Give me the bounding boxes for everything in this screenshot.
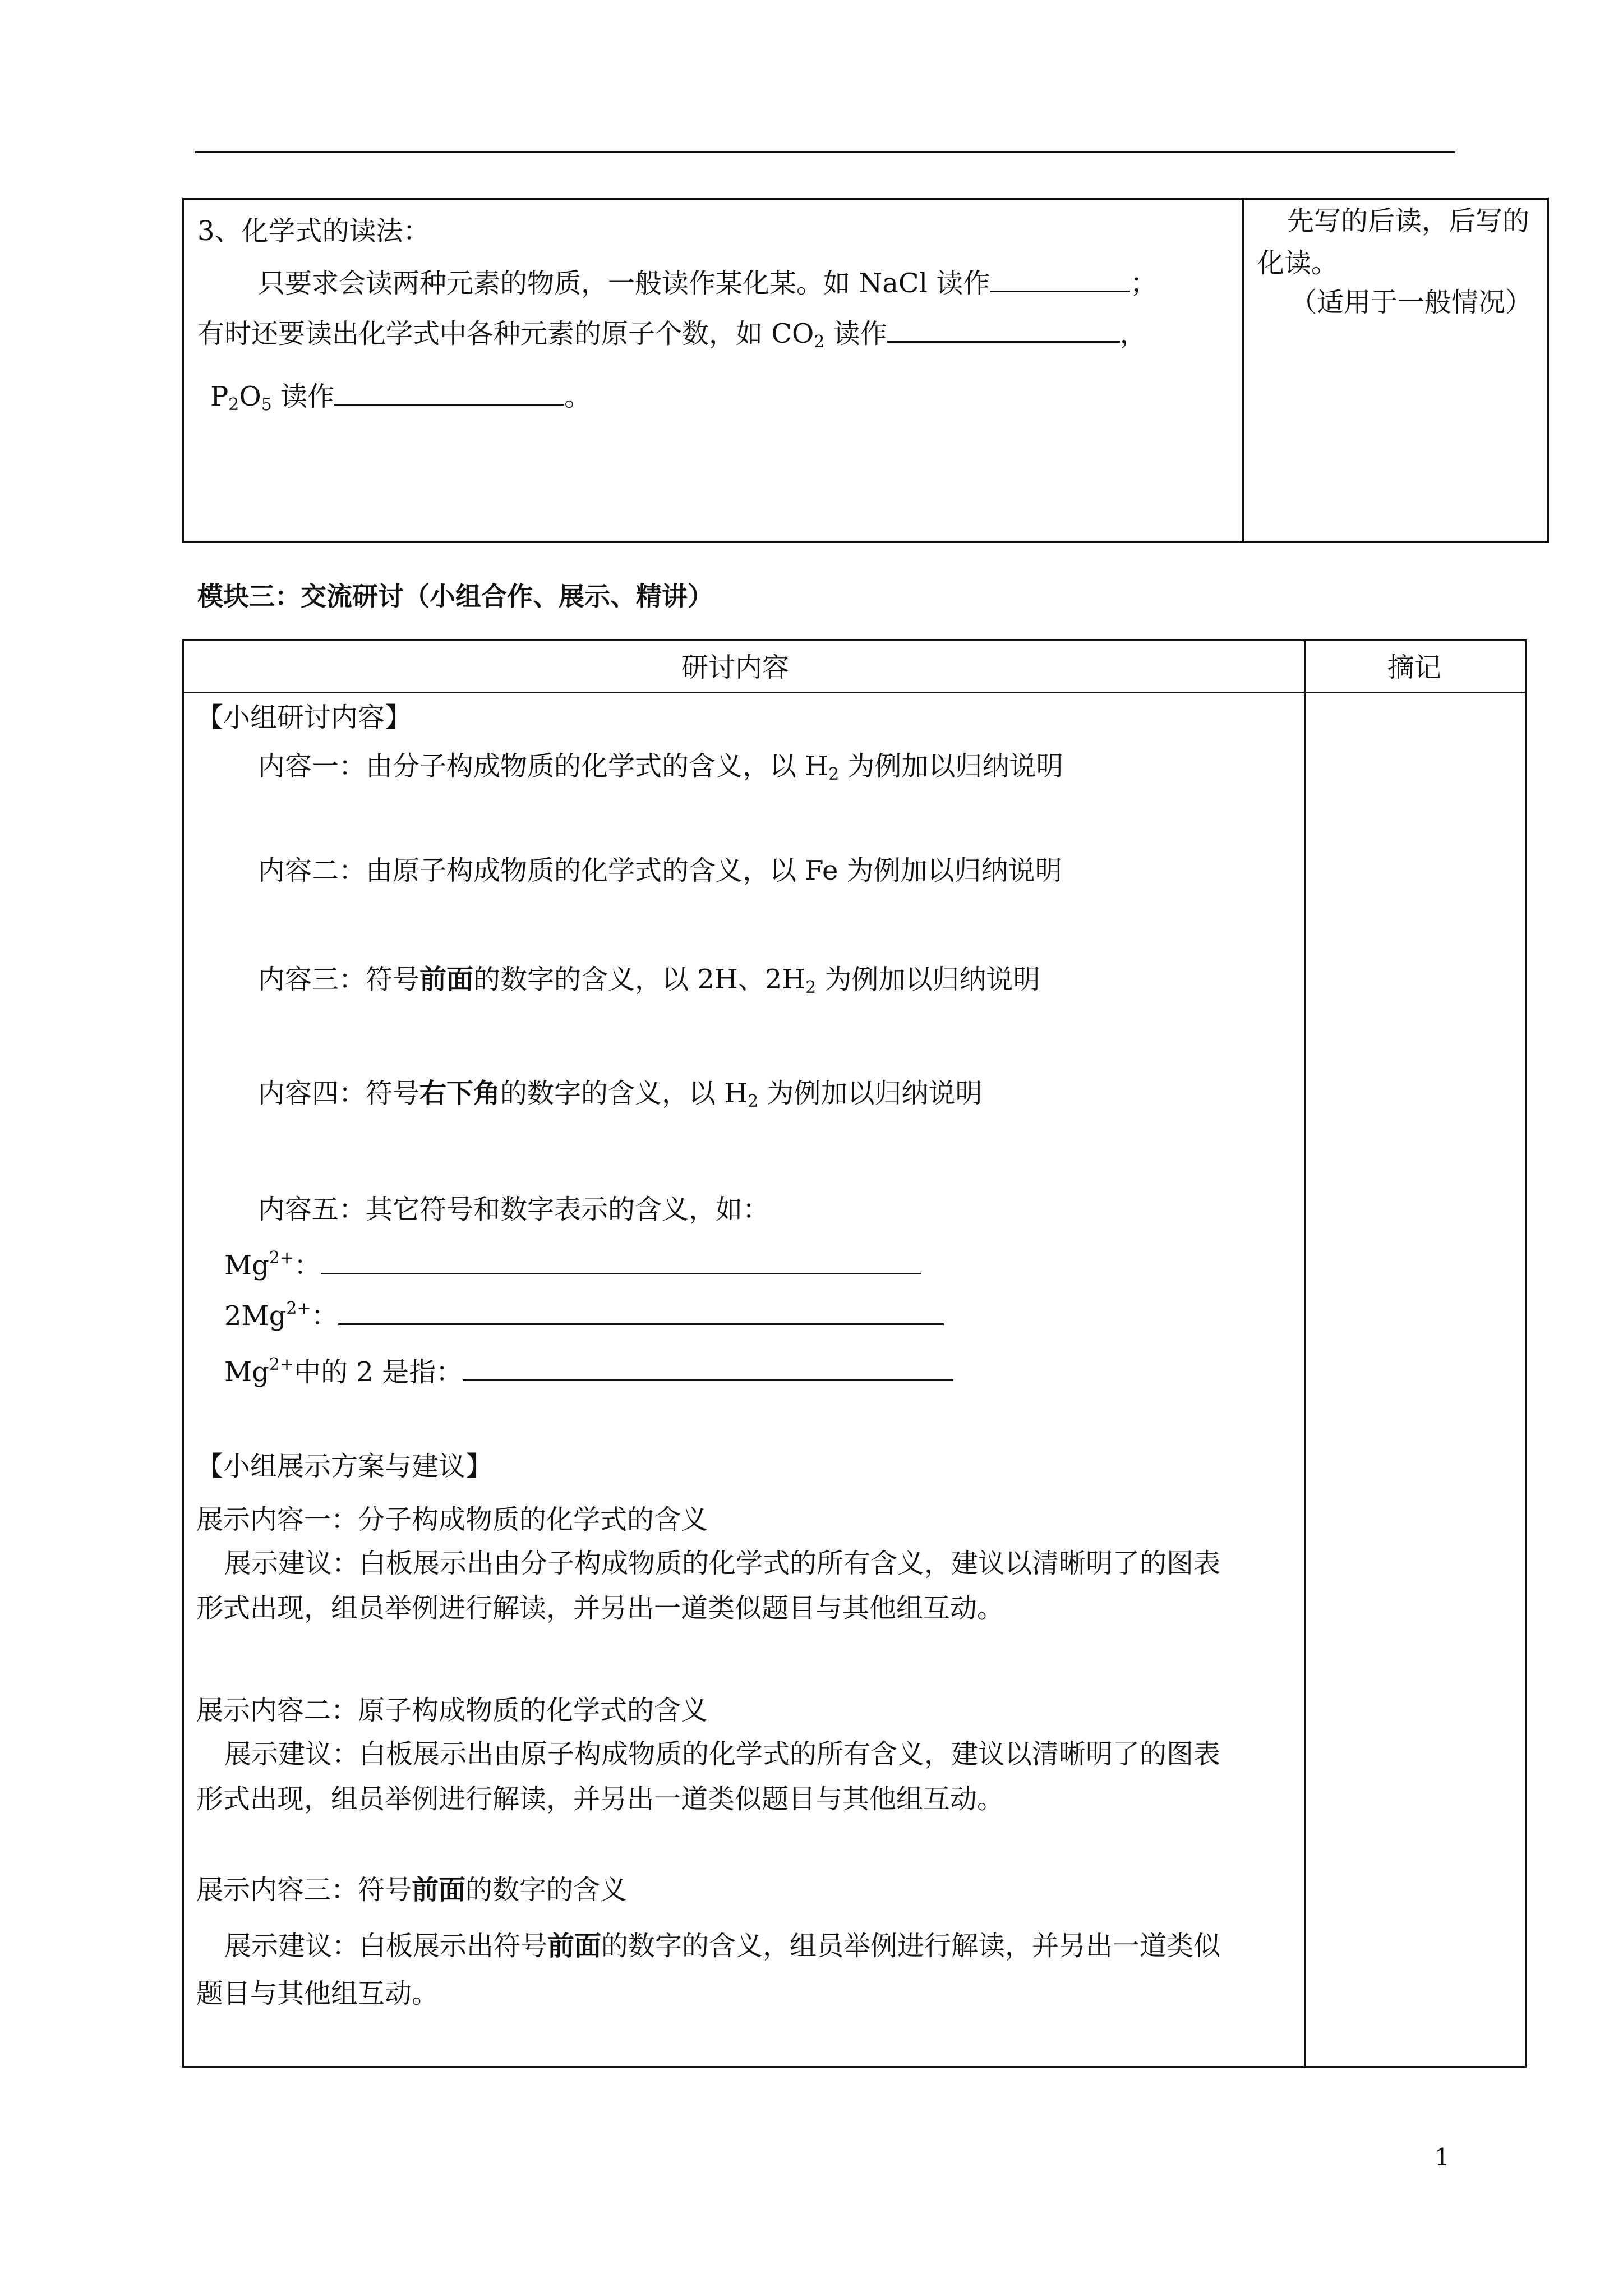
show-3-title: 展示内容三：符号前面的数字的含义 [196,1874,628,1906]
discussion-table-divider [1304,639,1306,2068]
mg-charge-blank[interactable] [463,1357,953,1381]
show-2-line-1: 展示建议：白板展示出由原子构成物质的化学式的所有含义，建议以清晰明了的图表 [224,1738,1221,1770]
reading-line-3: $P_2O_5$ 读作 。 [210,381,592,415]
reading-line-2: 有时还要读出化学式中各种元素的原子个数，如 $CO_2$ 读作 ， [197,318,1147,352]
show-1-line-2: 形式出现，组员举例进行解读，并另出一道类似题目与其他组互动。 [196,1593,1004,1624]
header-rule [195,151,1455,153]
mg-ion-row: $Mg^{2+}$： [224,1250,921,1279]
group-discussion-title: 【小组研讨内容】 [196,702,412,733]
mg-charge-row: $Mg^{2+}$中的 2 是指： [224,1356,953,1386]
mg-ion-blank[interactable] [321,1250,921,1274]
content-item-2: 内容二：由原子构成物质的化学式的含义，以 Fe 为例加以归纳说明 [258,855,1062,886]
content-item-4: 内容四：符号右下角的数字的含义，以 $H_2$ 为例加以归纳说明 [258,1078,983,1111]
reading-line-1: 只要求会读两种元素的物质，一般读作某化某。如 NaCl 读作 ； [258,268,1158,299]
page-number: 1 [1435,2143,1450,2171]
two-mg-ion-row: $2Mg^{2+}$： [224,1300,944,1329]
show-2-line-2: 形式出现，组员举例进行解读，并另出一道类似题目与其他组互动。 [196,1783,1004,1815]
show-3-line-1: 展示建议：白板展示出符号前面的数字的含义，组员举例进行解读，并另出一道类似 [224,1930,1221,1962]
show-1-title: 展示内容一：分子构成物质的化学式的含义 [196,1504,708,1535]
show-2-title: 展示内容二：原子构成物质的化学式的含义 [196,1695,708,1726]
note-line-3: （适用于一般情况） [1290,287,1533,318]
show-1-line-1: 展示建议：白板展示出由分子构成物质的化学式的所有含义，建议以清晰明了的图表 [224,1548,1221,1579]
content-item-3: 内容三：符号前面的数字的含义，以 2H、$2H_2$ 为例加以归纳说明 [258,964,1040,997]
nacl-blank[interactable] [990,268,1130,292]
content-item-1: 内容一：由分子构成物质的化学式的含义，以 $H_2$ 为例加以归纳说明 [258,751,1063,784]
co2-blank[interactable] [887,319,1120,343]
note-line-2: 化读。 [1257,247,1339,279]
group-show-title: 【小组展示方案与建议】 [196,1451,493,1482]
content-item-5: 内容五：其它符号和数字表示的含义，如： [258,1194,770,1225]
reading-box-divider [1242,198,1244,543]
note-line-1: 先写的后读，后写的 [1287,205,1530,237]
module3-heading: 模块三：交流研讨（小组合作、展示、精讲） [197,581,713,611]
two-mg-ion-blank[interactable] [338,1301,944,1325]
p2o5-blank[interactable] [334,381,564,406]
reading-box [182,198,1549,543]
discussion-table-header-rule [182,692,1527,693]
column-header-content: 研讨内容 [681,652,790,683]
discussion-table [182,639,1527,2068]
show-3-line-2: 题目与其他组互动。 [196,1978,439,2009]
reading-title: 3、化学式的读法： [197,215,430,247]
column-header-notes: 摘记 [1387,652,1442,683]
